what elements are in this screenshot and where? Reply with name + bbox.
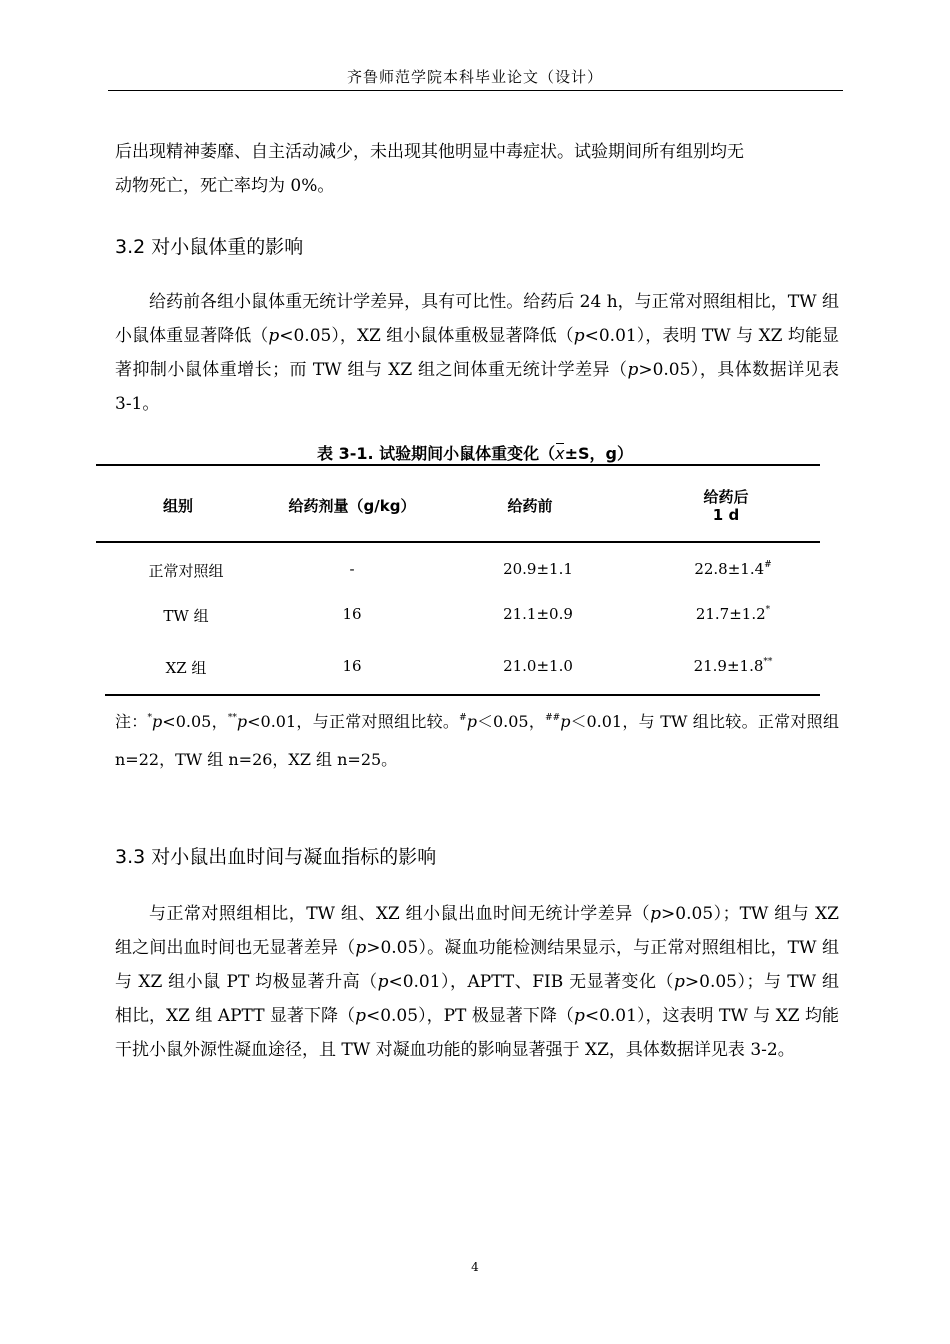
table-cell-dose: - [349, 560, 355, 578]
significance-mark: # [764, 560, 772, 570]
section-heading-3-3: 3.3 对小鼠出血时间与凝血指标的影响 [115, 846, 437, 868]
table-caption: 表 3-1. 试验期间小鼠体重变化（x±S，g） [317, 444, 633, 463]
table-cell-after: 22.8±1.4# [694, 560, 772, 578]
body-weight-paragraph: 给药前各组小鼠体重无统计学差异，具有可比性。给药后 24 h，与正常对照组相比，TW 组小鼠体重显著降低（p<0.05），XZ 组小鼠体重极显著降低（p<0.01），表明 TW 与 XZ 均能显著抑制小鼠体重增长；而 TW 组与 XZ 组之间体重无统计学差异（p>0.05），具体数据详见表 3-1。 [115, 292, 839, 414]
paragraph-line: 动物死亡，死亡率均为 0%。 [115, 176, 335, 196]
table-cell-before: 21.1±0.9 [503, 605, 573, 623]
significance-mark: * [765, 605, 771, 615]
header-before: 给药前 [507, 497, 553, 515]
page-header: 齐鲁师范学院本科毕业论文（设计） [346, 68, 603, 86]
header-after-line2: 1 d [712, 506, 740, 524]
header-dose: 给药剂量（g/kg） [288, 497, 416, 515]
x-bar-symbol: x [555, 444, 565, 463]
table-cell-before: 21.0±1.0 [503, 657, 573, 675]
table-cell-after: 21.7±1.2* [695, 605, 771, 623]
header-divider [108, 90, 843, 91]
table-cell-dose: 16 [342, 605, 362, 623]
table-cell-before: 20.9±1.1 [503, 560, 573, 578]
header-after-line1: 给药后 [703, 488, 749, 506]
table-cell-group: TW 组 [163, 607, 209, 625]
continuation-paragraph [115, 135, 839, 203]
table-cell-group: 正常对照组 [148, 562, 224, 580]
coagulation-paragraph: 与正常对照组相比，TW 组、XZ 组小鼠出血时间无统计学差异（p>0.05）；TW 组与 XZ 组之间出血时间也无显著差异（p>0.05）。凝血功能检测结果显示，与正常对照组相比，TW 组与 XZ 组小鼠 PT 均极显著升高（p<0.01），APTT、FIB 无显著变化（p>0.05）；与 TW 组相比，XZ 组 APTT 显著下降（p<0.05），PT 极显著下降（p<0.01），这表明 TW 与 XZ 均能干扰小鼠外源性凝血途径，且 TW 对凝血功能的影响显著强于 XZ，具体数据详见表 3-2。 [115, 904, 840, 1060]
page-number: 4 [471, 1260, 479, 1274]
table-header-rule [96, 541, 820, 543]
section-heading-3-2: 3.2 对小鼠体重的影响 [115, 236, 304, 258]
significance-mark: ** [763, 657, 773, 667]
header-group: 组别 [162, 497, 193, 515]
table-top-rule [96, 464, 820, 466]
table-cell-after: 21.9±1.8** [693, 657, 773, 675]
paragraph-line: 后出现精神萎靡、自主活动减少，未出现其他明显中毒症状。试验期间所有组别均无 [115, 142, 744, 162]
table-bottom-rule [105, 694, 820, 696]
table-note: 注：*p<0.05，**p<0.01，与正常对照组比较。#p＜0.05，##p＜0.01，与 TW 组比较。正常对照组 n=22，TW 组 n=26，XZ 组 n=25。 [115, 712, 839, 769]
table-cell-dose: 16 [342, 657, 362, 675]
table-cell-group: XZ 组 [165, 659, 207, 677]
